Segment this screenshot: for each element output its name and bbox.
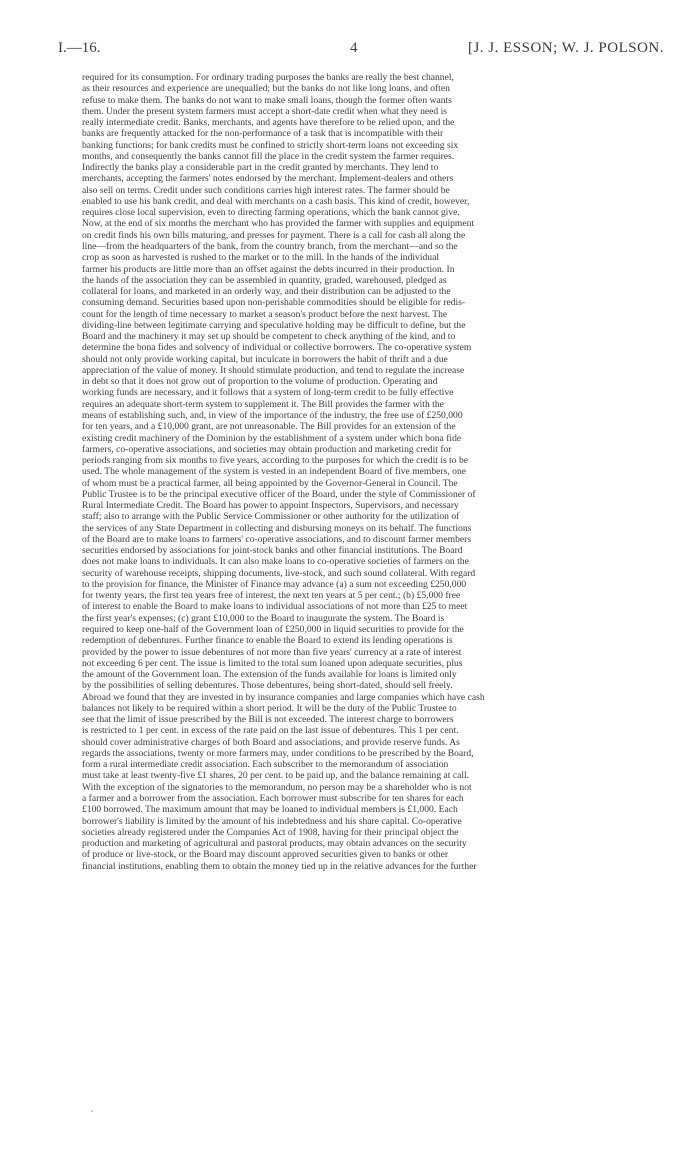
text-line: the services of any State Department in collecting and disbursing moneys on its behalf. The functions bbox=[82, 522, 472, 534]
text-line: should not only provide working capital, but inculcate in borrowers the habit of thrift and a due bbox=[82, 353, 448, 365]
text-line: does not make loans to individuals. It can also make loans to co-operative societies of farmers on the bbox=[82, 556, 469, 568]
text-line: Rural Intermediate Credit. The Board has power to appoint Inspectors, Supervisors, and necessary bbox=[82, 500, 459, 512]
text-line: periods ranging from six months to five years, according to the purposes for which the credit is to be bbox=[82, 455, 469, 467]
text-line: must take at least twenty-five £1 shares, 20 per cent. to be paid up, and the balance remaining at call. bbox=[82, 770, 470, 782]
text-line: dividing-line between legitimate carrying and speculative holding may be difficult to define, but the bbox=[82, 319, 466, 331]
text-line: count for the length of time necessary to market a season's product before the next harvest. The bbox=[82, 308, 448, 320]
text-line: a farmer and a borrower from the association. Each borrower must subscribe for ten shares for each bbox=[82, 793, 464, 804]
text-line: them. Under the present system farmers must accept a short-date credit when what they need is bbox=[82, 105, 447, 117]
text-line: see that the limit of issue prescribed by the Bill is not exceeded. The interest charge to borrowers bbox=[82, 714, 454, 726]
text-line: should cover administrative charges of both Board and associations, and provide reserve funds. As bbox=[82, 736, 460, 748]
document-reference: I.—16. bbox=[58, 40, 101, 56]
text-line: requires close local supervision, even to directing farming operations, which the bank cannot give. bbox=[82, 207, 460, 219]
text-line: for ten years, and a £10,000 grant, are not unreasonable. The Bill provides for an extension of the bbox=[82, 421, 456, 433]
text-line: is restricted to 1 per cent. in excess of the rate paid on the last issue of debentures. This 1 per cent. bbox=[82, 725, 459, 737]
text-line: Board and the machinery it may set up should be competent to check anything of the kind, and to bbox=[82, 331, 456, 343]
text-line: staff; also to arrange with the Public Service Commissioner or other authority for the utilization of bbox=[82, 511, 460, 523]
text-line: the first year's expenses; (c) grant £10,000 to the Board to inaugurate the system. The Board is bbox=[82, 612, 445, 624]
text-line: appreciation of the value of money. It should stimulate production, and tend to regulate the increase bbox=[82, 364, 465, 376]
text-line: crop as soon as harvested is rushed to the market or to the mill. In the hands of the individual bbox=[82, 252, 440, 264]
text-line: production and marketing of agricultural and pastoral products, may obtain advances on the security bbox=[82, 838, 467, 850]
text-line: determine the bona fides and solvency of individual or collective borrowers. The co-operative system bbox=[82, 342, 472, 354]
text-line: used. The whole management of the system is vested in an independent Board of five members, one bbox=[82, 466, 467, 478]
text-line: Indirectly the banks play a considerable part in the credit granted by merchants. They lend to bbox=[82, 162, 439, 174]
text-line: Now, at the end of six months the merchant who has provided the farmer with supplies and equipment bbox=[82, 218, 475, 230]
scan-mark bbox=[91, 1110, 93, 1112]
text-line: for twenty years, the first ten years free of interest, the next ten years at 5 per cent.; (b) £5,000 free bbox=[82, 590, 461, 602]
text-line: provided by the power to issue debentures of not more than five years' currency at a rate of interest bbox=[82, 646, 462, 658]
text-line: consuming demand. Securities based upon non-perishable commodities should be eligible for redis- bbox=[82, 297, 466, 309]
text-line: merchants, accepting the farmers' notes endorsed by the merchant. Implement-dealers and others bbox=[82, 173, 454, 185]
text-line: to the provision for finance, the Minister of Finance may advance (a) a sum not exceeding £250,000 bbox=[82, 578, 467, 590]
text-line: line—from the headquarters of the bank, from the country branch, from the merchant—and so the bbox=[82, 240, 458, 252]
text-line: existing credit machinery of the Dominion by the establishment of a system under which bona fide bbox=[82, 432, 462, 444]
text-line: months, and consequently the banks cannot fill the place in the credit system the farmer requires. bbox=[82, 150, 455, 162]
text-line: banks are frequently attacked for the non-performance of a task that is incompatible with their bbox=[82, 128, 444, 140]
text-line: not exceeding 6 per cent. The issue is limited to the total sum loaned upon adequate securities, plus bbox=[82, 657, 463, 669]
text-line: Public Trustee is to be the principal executive officer of the Board, under the style of Commissioner of bbox=[82, 488, 476, 500]
text-line: by the possibilities of selling debentures. Those debentures, being short-dated, should sell freely. bbox=[82, 680, 453, 692]
text-line: farmers, co-operative associations, and societies may obtain production and marketing credit for bbox=[82, 443, 452, 455]
text-line: of produce or live-stock, or the Board may discount approved securities given to banks or other bbox=[82, 849, 449, 861]
authors: [J. J. ESSON; W. J. POLSON. bbox=[467, 40, 664, 56]
text-line: of whom must be a practical farmer, all being appointed by the Governor-General in Council. The bbox=[82, 477, 458, 489]
text-line: collateral for loans, and marketed in an orderly way, and their distribution can be adjusted to the bbox=[82, 286, 451, 298]
text-line: required for its consumption. For ordinary trading purposes the banks are really the best channel, bbox=[82, 72, 454, 83]
text-line: regards the associations, twenty or more farmers may, under conditions to be prescribed by the Board, bbox=[82, 747, 474, 759]
text-line: the hands of the association they can be assembled in quantity, graded, warehoused, pledged as bbox=[82, 274, 447, 286]
text-line: societies already registered under the Companies Act of 1908, having for their principal object the bbox=[82, 826, 459, 838]
text-line: balances not likely to be required within a short period. It will be the duty of the Public Trustee to bbox=[82, 702, 457, 714]
text-line: of the Board are to make loans to farmers' co-operative associations, and to discount farmer members bbox=[82, 533, 472, 545]
text-line: £100 borrowed. The maximum amount that may be loaned to individual members is £1,000. Each bbox=[82, 804, 458, 816]
text-line: security of warehouse receipts, shipping documents, live-stock, and such sound collateral. With regard bbox=[82, 567, 476, 579]
text-line: refuse to make them. The banks do not want to make small loans, though the former often wants bbox=[82, 94, 452, 106]
text-line: borrower's liability is limited by the amount of his indebtedness and his share capital. Co-operative bbox=[82, 815, 462, 827]
text-line: required to keep one-half of the Government loan of £250,000 in liquid securities to provide for the bbox=[82, 624, 464, 636]
page-number: 4 bbox=[350, 40, 358, 56]
text-line: in debt so that it does not grow out of proportion to the volume of production. Operating and bbox=[82, 376, 438, 388]
text-line: form a rural intermediate credit association. Each subscriber to the memorandum of association bbox=[82, 759, 449, 771]
text-line: really intermediate credit. Banks, merchants, and agents have therefore to be relied upon, and the bbox=[82, 117, 455, 129]
text-line: financial institutions, enabling them to obtain the money tied up in the relative advances for the further bbox=[82, 860, 477, 872]
text-line: working funds are necessary, and it follows that a system of long-term credit to be fully effective bbox=[82, 387, 454, 399]
text-line: enabled to use his bank credit, and deal with merchants on a cash basis. This kind of credit, however, bbox=[82, 195, 470, 207]
text-line: on credit finds his own bills maturing, and presses for payment. There is a call for cash all along the bbox=[82, 229, 466, 241]
text-line: requires an adequate short-term system to supplement it. The Bill provides the farmer with the bbox=[82, 398, 444, 410]
text-line: of interest to enable the Board to make loans to individual associations of not more than £25 to meet bbox=[82, 601, 468, 613]
text-line: securities endorsed by associations for joint-stock banks and other financial institutions. The Board bbox=[82, 545, 463, 557]
page-header bbox=[58, 40, 664, 60]
text-line: redemption of debentures. Further finance to enable the Board to extend its lending operations is bbox=[82, 635, 453, 647]
body-text bbox=[82, 72, 681, 872]
text-line: farmer his products are little more than an offset against the debts incurred in their production. In bbox=[82, 263, 455, 275]
text-line: With the exception of the signatories to the memorandum, no person may be a shareholder who is not bbox=[82, 781, 472, 793]
text-line: the amount of the Government loan. The extension of the funds available for loans is limited only bbox=[82, 669, 457, 681]
text-line: also sell on terms. Credit under such conditions carries high interest rates. The farmer should be bbox=[82, 184, 450, 196]
text-line: means of establishing such, and, in view of the importance of the industry, the free use of £250,000 bbox=[82, 409, 463, 421]
text-line: as their resources and experience are unequalled; but the banks do not like long loans, and often bbox=[82, 83, 450, 95]
text-line: banking functions; for bank credits must be confined to strictly short-term loans not exceeding six bbox=[82, 139, 459, 151]
text-line: Abroad we found that they are invested in by insurance companies and large companies which have cash bbox=[82, 691, 485, 703]
